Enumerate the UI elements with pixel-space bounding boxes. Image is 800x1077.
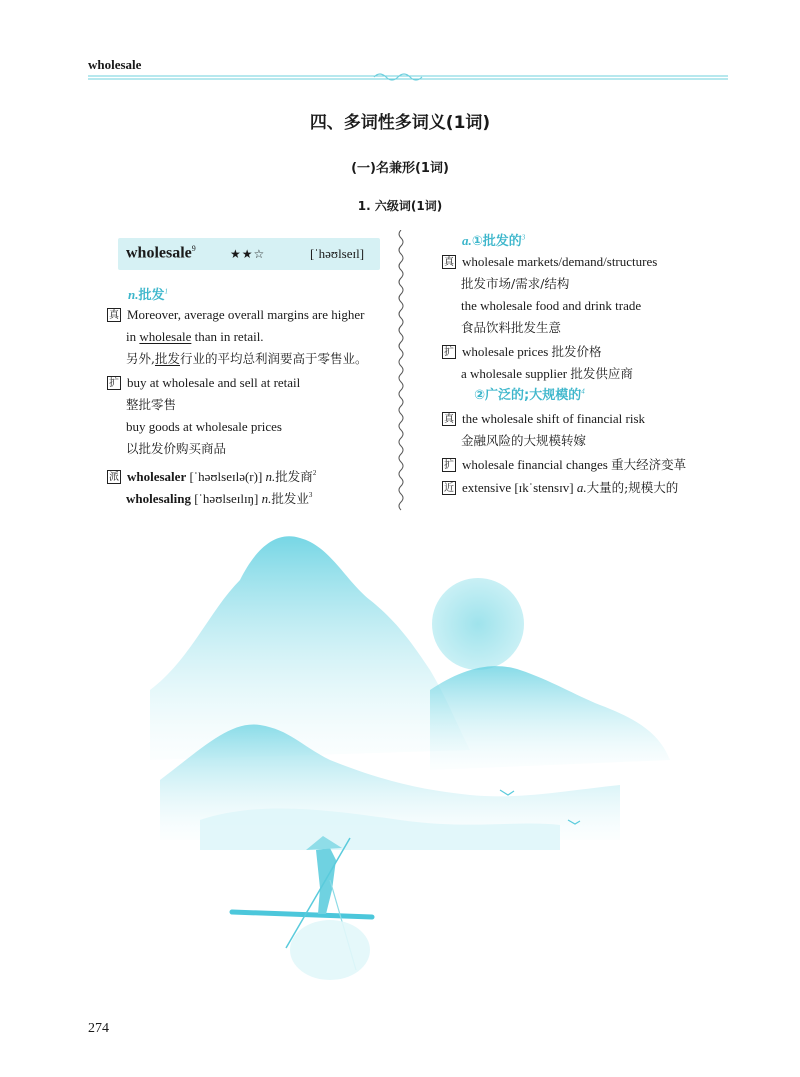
bird-icon — [500, 790, 514, 795]
pai-tag-icon: 派 — [109, 472, 119, 483]
fisherman-figure — [316, 848, 336, 914]
pos-noun: n.批发$^1$ — [128, 287, 168, 303]
running-head: wholesale — [88, 57, 142, 72]
level-title: 1. 六级词(1词) — [357, 199, 443, 213]
jin-tag-icon: 近 — [444, 483, 454, 494]
phrase-line: buy goods at wholesale prices — [126, 419, 282, 434]
derivative-line: 派 wholesaler [ˈhəʊlseɪlə(r)] n.批发商$^2$ — [109, 469, 317, 484]
mountain-right — [430, 666, 670, 770]
kuo-tag-icon: 扩 — [444, 460, 454, 471]
headword: wholesale$^9$ — [126, 244, 196, 262]
boat — [232, 912, 372, 917]
zhen-tag-icon: 真 — [109, 310, 119, 321]
translation-line: 金融风险的大规模转嫁 — [461, 433, 587, 448]
difficulty-stars: ★★☆ — [230, 247, 266, 261]
translation-line: 批发市场/需求/结构 — [461, 276, 570, 291]
zhen-tag-icon: 真 — [444, 414, 454, 425]
kuo-tag-icon: 扩 — [444, 347, 454, 358]
translation-line: 食品饮料批发生意 — [461, 320, 562, 335]
example-line: 真 Moreover, average overall margins are higher — [109, 307, 365, 322]
phrase-line: a wholesale supplier 批发供应商 — [461, 366, 633, 381]
example-line: 真 wholesale markets/demand/structures — [444, 254, 658, 269]
section-title: 四、多词性多词义(1词) — [309, 113, 491, 133]
translation-line: 以批发价购买商品 — [126, 441, 227, 456]
zhen-tag-icon: 真 — [444, 257, 454, 268]
mountain-main — [150, 536, 470, 760]
reflection — [290, 920, 370, 980]
synonym-line: 近 extensive [ɪkˈstensɪv] a.大量的;规模大的 — [444, 480, 679, 495]
ink-landscape-illustration — [0, 520, 800, 1020]
example-line: in wholesale than in retail. — [126, 329, 264, 344]
derivative-line: wholesaling [ˈhəʊlseɪlɪŋ] n.批发业$^3$ — [126, 491, 313, 506]
phrase-line: 扩 buy at wholesale and sell at retail — [109, 375, 301, 390]
example-line: 真 the wholesale shift of financial risk — [444, 411, 646, 426]
header-rule — [88, 73, 728, 81]
column-divider — [393, 230, 409, 512]
page-number: 274 — [88, 1021, 109, 1036]
translation-line: 整批零售 — [126, 397, 177, 412]
example-line: the wholesale food and drink trade — [461, 298, 642, 313]
headword-box — [118, 238, 380, 270]
kuo-tag-icon: 扩 — [109, 378, 119, 389]
pos-adjective-sense2: ②广泛的;大规模的$^4$ — [474, 387, 585, 403]
sun-icon — [432, 578, 524, 670]
sub-title: (一)名兼形(1词) — [351, 161, 449, 176]
phrase-line: 扩 wholesale financial changes 重大经济变革 — [444, 457, 687, 472]
phrase-line: 扩 wholesale prices 批发价格 — [444, 344, 602, 359]
headword-phonetic: [ˈhəʊlseɪl] — [310, 246, 365, 261]
translation-line: 另外,批发行业的平均总利润要高于零售业。 — [126, 351, 368, 366]
headword-frequency: 9 — [191, 244, 196, 253]
pos-adjective: a.①批发的$^3$ — [462, 233, 526, 249]
